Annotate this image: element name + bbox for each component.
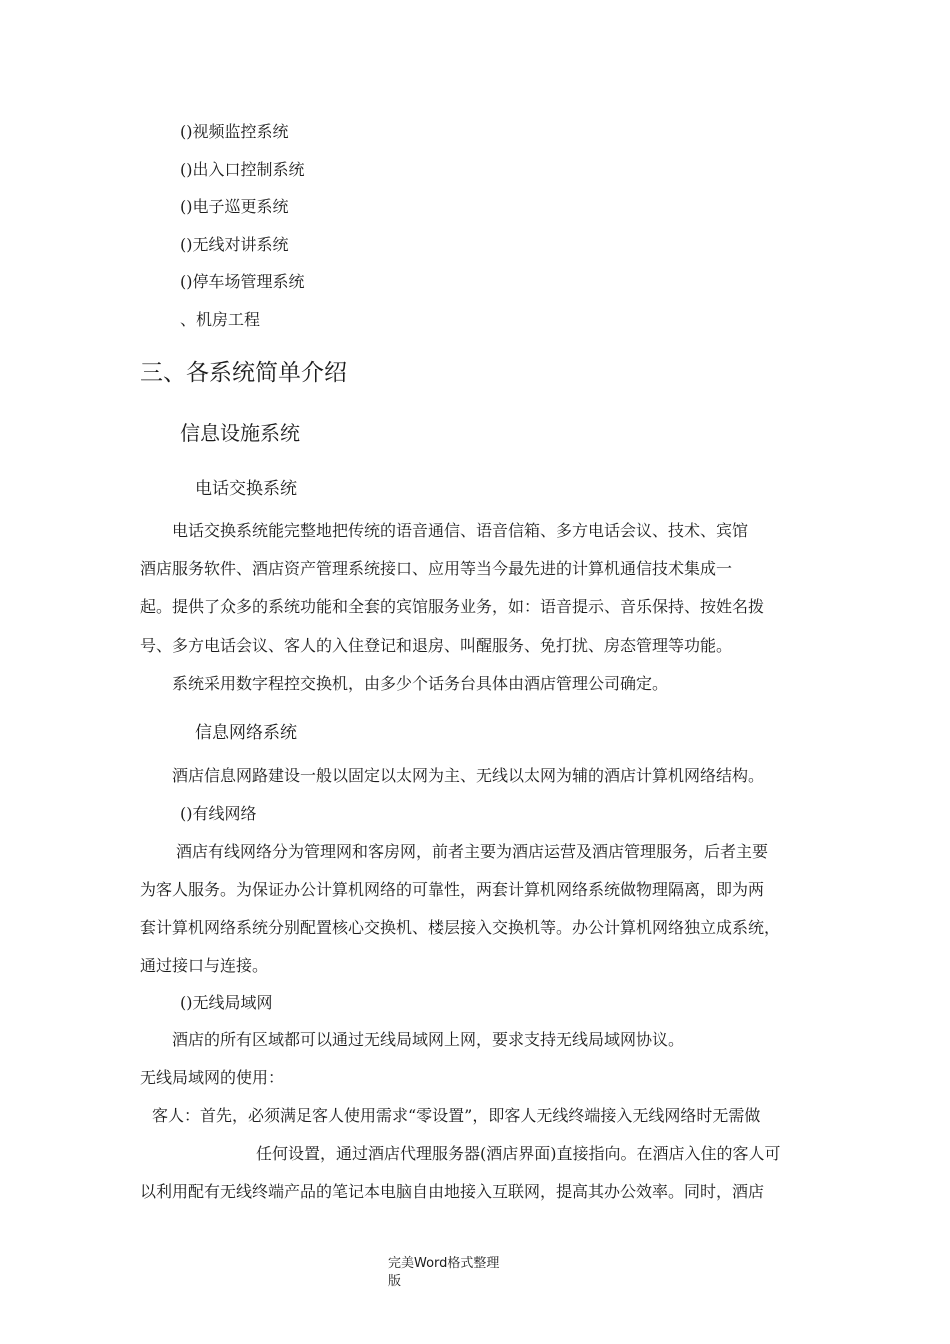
- list-item: ()电子巡更系统: [180, 197, 289, 216]
- paragraph-line: 酒店信息网路建设一般以固定以太网为主、无线以太网为辅的酒店计算机网络结构。: [172, 766, 765, 785]
- paragraph-line: 酒店服务软件、酒店资产管理系统接口、应用等当今最先进的计算机通信技术集成一: [140, 559, 733, 578]
- wlan-heading: ()无线局域网: [180, 993, 273, 1012]
- paragraph-line: 通过接口与连接。: [140, 956, 269, 975]
- paragraph-line: 系统采用数字程控交换机，由多少个话务台具体由酒店管理公司确定。: [172, 674, 669, 693]
- section-title: 三、各系统简单介绍: [140, 360, 347, 386]
- footer-text: 完美Word格式整理: [388, 1256, 500, 1271]
- paragraph-line: 酒店有线网络分为管理网和客房网，前者主要为酒店运营及酒店管理服务，后者主要: [176, 842, 769, 861]
- list-item: 、机房工程: [180, 310, 261, 329]
- phone-heading: 电话交换系统: [195, 479, 297, 499]
- list-item: ()停车场管理系统: [180, 272, 305, 291]
- subsection-title: 信息设施系统: [180, 421, 300, 445]
- footer-text: 版: [388, 1274, 402, 1289]
- wired-heading: ()有线网络: [180, 804, 257, 823]
- paragraph-line: 客人：首先，必须满足客人使用需求“零设置”，即客人无线终端接入无线网络时无需做: [152, 1106, 761, 1125]
- paragraph-line: 电话交换系统能完整地把传统的语音通信、语音信箱、多方电话会议、技术、宾馆: [172, 521, 749, 540]
- paragraph-line: 号、多方电话会议、客人的入住登记和退房、叫醒服务、免打扰、房态管理等功能。: [140, 636, 733, 655]
- paragraph-line: 起。提供了众多的系统功能和全套的宾馆服务业务，如：语音提示、音乐保持、按姓名拨: [140, 597, 765, 616]
- paragraph-line: 任何设置，通过酒店代理服务器(酒店界面)直接指向。在酒店入住的客人可: [256, 1144, 781, 1163]
- paragraph-line: 无线局域网的使用：: [140, 1068, 285, 1087]
- paragraph-line: 为客人服务。为保证办公计算机网络的可靠性，两套计算机网络系统做物理隔离，即为两: [140, 880, 765, 899]
- paragraph-line: 套计算机网络系统分别配置核心交换机、楼层接入交换机等。办公计算机网络独立成系统，: [140, 918, 781, 937]
- paragraph-line: 以利用配有无线终端产品的笔记本电脑自由地接入互联网，提高其办公效率。同时，酒店: [140, 1182, 765, 1201]
- list-item: ()无线对讲系统: [180, 235, 289, 254]
- list-item: ()视频监控系统: [180, 122, 289, 141]
- paragraph-line: 酒店的所有区域都可以通过无线局域网上网，要求支持无线局域网协议。: [172, 1030, 685, 1049]
- network-heading: 信息网络系统: [195, 723, 297, 743]
- list-item: ()出入口控制系统: [180, 160, 305, 179]
